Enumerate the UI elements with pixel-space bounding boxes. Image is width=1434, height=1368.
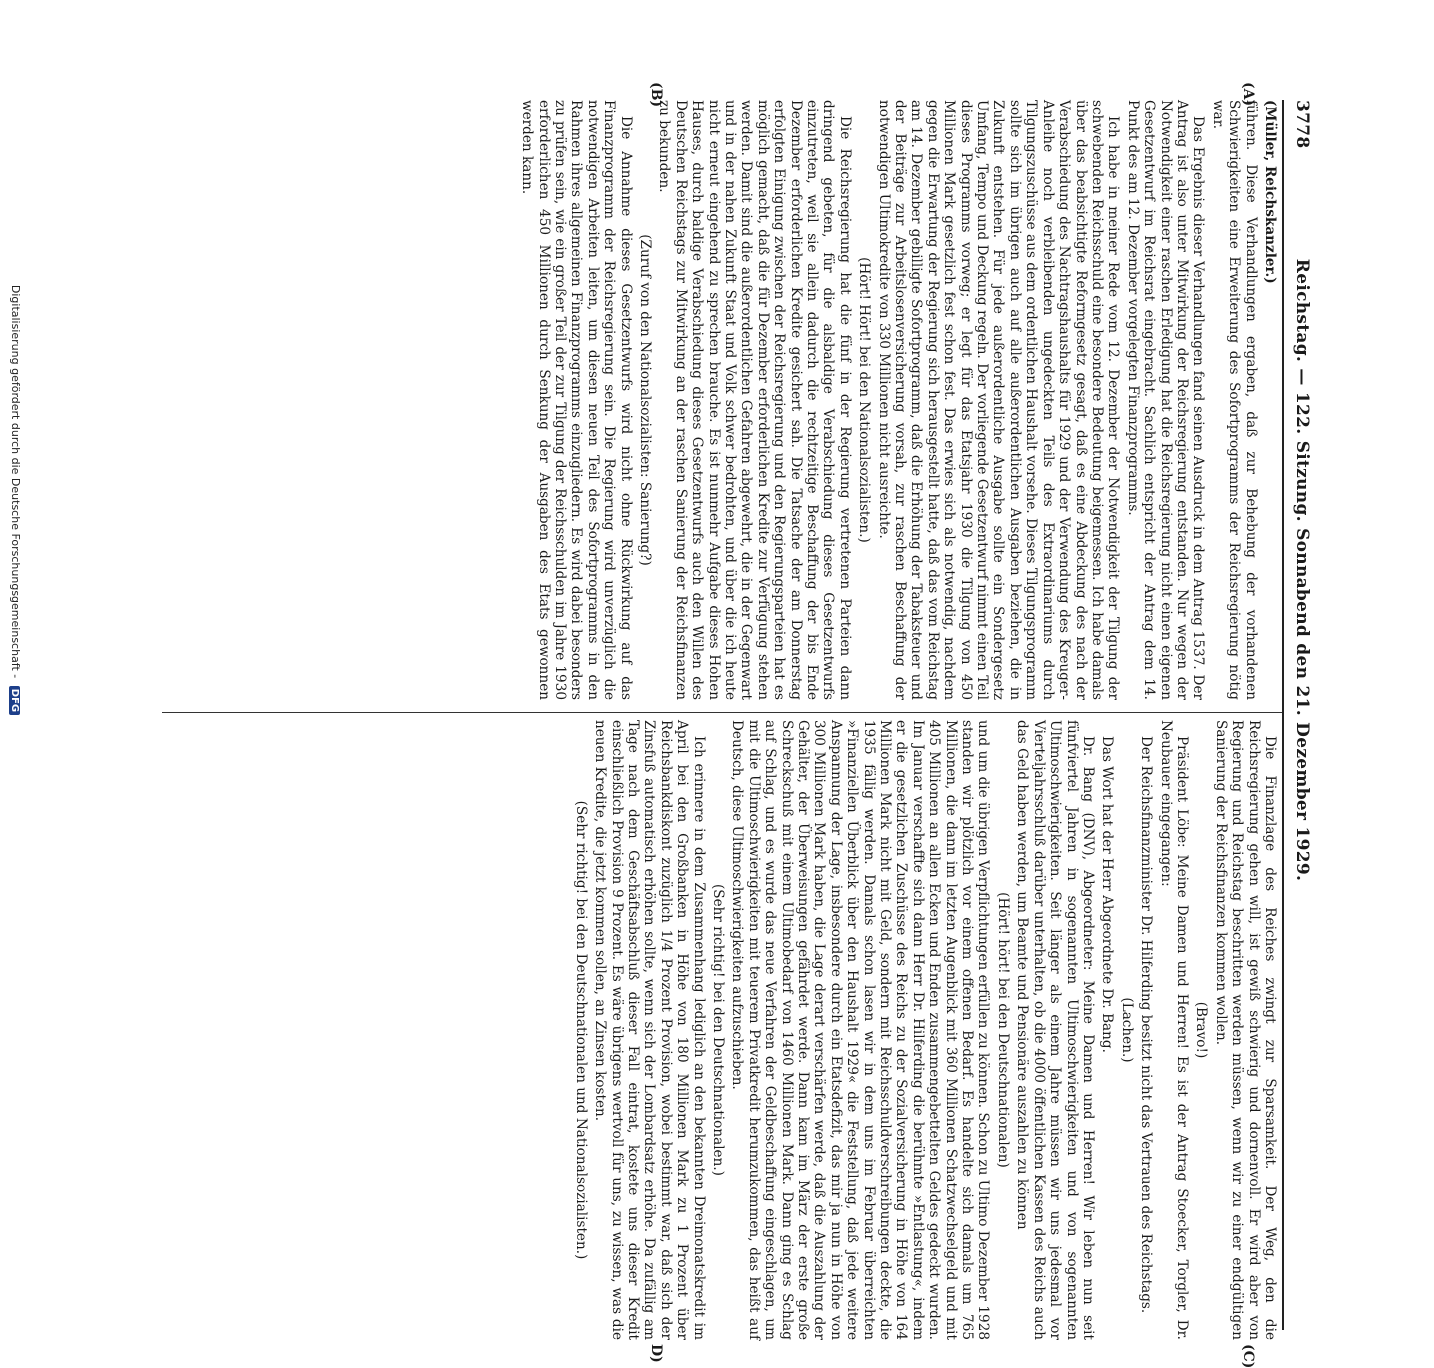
paragraph: Das Wort hat der Herr Abgeordnete Dr. Bang. xyxy=(1099,736,1116,1053)
paragraph: Präsident Löbe: Meine Damen und Herren! Es ist der Antrag Stoecker, Torgler, Dr. Neubauer eingegangen: xyxy=(1157,720,1190,1340)
margin-mark-d: D) xyxy=(648,1344,664,1363)
paragraph: Ich erinnere in dem Zusammenhang lediglich an den bekannten Dreimonatskredit im April bei den Großbanken in Höhe von 180 Millionen Mark zu 1 Prozent über Reichsbankdiskont zuzüglich 1/4 Prozent Provision, wobei bestimmt war, daß sich der Zinsfuß automatisch erhöhen sollte, wenn sich der Lombardsatz erhöhe. Da zufällig am Tage nach dem Geschäftsabschluß dieser Fall eintrat, kostete uns dieser Kredit einschließlich Provision 9 Prozent. Es wäre übrigens wertvoll für uns, zu wissen, was die neuen Kredite, die jetzt kommen sollen, an Zinsen kosten. xyxy=(592,720,707,1340)
margin-mark-a: (A) xyxy=(1240,82,1256,107)
paragraph: Dr. Bang (DNV), Abgeordneter: Meine Damen und Herren! Wir leben nun seit fünfviertel Jahren in sogenannten Ultimoschwierigkeiten und von sogenannten Ultimoschwierigkeiten. Seit länger als einem Jahre müssen wir uns jedesmal vor Vierteljahrsschluß darüber unterhalten, ob die 4000 öffentlichen Kassen des Reichs auch das Geld haben werden, um Beamte und Pensionäre auszahlen zu können xyxy=(1014,720,1096,1340)
running-title: Reichstag. — 122. Sitzung. Sonnabend den 21. Dezember 1929. xyxy=(1292,258,1312,882)
digitization-footer xyxy=(2,0,22,1000)
interjection: (Hört! hört! bei den Deutschnationalen) xyxy=(994,892,1011,1168)
paragraph: führen. Diese Verhandlungen ergaben, daß zur Behebung der vorhandenen Schwierigkeiten eine Erweiterung des Sofortprogramms der Reichsregierung nötig war. xyxy=(1209,100,1259,700)
column-divider xyxy=(162,712,1282,713)
dfg-logo: DFG xyxy=(9,686,20,715)
interjection: (Lachen.) xyxy=(1118,997,1135,1063)
interjection: (Hört! Hört! bei den Nationalsozialisten.) xyxy=(856,257,873,543)
left-column xyxy=(516,100,1278,700)
interjection: (Sehr richtig! bei den Deutschnationalen.) xyxy=(710,884,726,1176)
speaker-label: (Müller, Reichskanzler.) xyxy=(1262,100,1278,284)
paragraph: Die Annahme dieses Gesetzentwurfs wird nicht ohne Rückwirkung auf das Finanzprogramm der Reichsregierung sein. Die Regierung wird unverzüglich die notwendigen Arbeiten leiten, um diesen neuen Teil des Sofortprogramms in den Rahmen ihres allgemeinen Finanzprogramms einzugliedern. Es wird dabei besonders zu prüfen sein, wie ein großer Teil der zur Tilgung der Reichsschulden im Jahre 1930 erforderlichen 450 Millionen durch Senkung der Ausgaben des Etats gewonnen werden kann. xyxy=(519,100,634,700)
header-rule xyxy=(1282,100,1284,1330)
paragraph: Die Reichsregierung hat die fünf in der Regierung vertretenen Parteien dann dringend gebeten, für die alsbaldige Verabschiedung dieses Gesetzentwurfs einzutreten, weil sie allein dadurch die rechtzeitige Beschaffung der bis Ende Dezember erforderlichen Kredite gesichert sah. Die Tatsache der am Donnerstag erfolgten Einigung zwischen der Reichsregierung und den Regierungsparteien hat es möglich gemacht, daß die für Dezember erforderlichen Kredite zur Verfügung stehen werden. Damit sind die außerordentlichen Gefahren abgewehrt, die in der Gegenwart und in der nahen Zukunft Staat und Volk schwer bedrohten, und über die ich heute nicht erneut eingehend zu sprechen brauche. Es ist nunmehr Aufgabe dieses Hohen Hauses, durch baldige Verabschiedung dieses Gesetzentwurfs auch den Willen des Deutschen Reichstags zur Mitwirkung an der raschen Sanierung der Reichsfinanzen zu bekunden. xyxy=(656,100,853,700)
paragraph: Das Ergebnis dieser Verhandlungen fand seinen Ausdruck in dem Antrag 1537. Der Antrag ist also unter Mitwirkung der Reichsregierung entstanden. Nur wegen der Notwendigkeit einer raschen Erledigung hat die Reichsregierung nicht einen eigenen Gesetzentwurf im Reichsrat eingebracht. Sachlich entspricht der Antrag dem 14. Punkt des am 12. Dezember vorgelegten Finanzprogramms. xyxy=(1124,100,1207,700)
interjection: (Zuruf von den Nationalsozialisten: Sanierung?) xyxy=(636,234,653,566)
right-column xyxy=(569,720,1278,1340)
page-number: 3778 xyxy=(1292,100,1312,149)
interjection: (Bravo!) xyxy=(1193,1001,1210,1059)
paragraph: und um die übrigen Verpflichtungen erfüllen zu können. Schon zu Ultimo Dezember 1928 standen wir plötzlich vor einem offenen Bedarf. Es handelte sich damals um 765 Millionen, die dann im letzten Augenblick mit 360 Millionen Schatzwechselgeld und mit 405 Millionen an allen Ecken und Enden zusammengebettelten Geldes gedeckt wurden. Im Januar verschaffte sich dann Herr Dr. Hilferding die berühmte »Entlastung«, indem er die gesetzlichen Zuschüsse des Reichs zu der Sozialversicherung in Höhe von 164 Millionen Mark nicht mit Geld, sondern mit Reichsschuldverschreibungen deckte, die 1935 fällig werden. Damals schon lasen wir in dem uns im Februar überreichten »Finanziellen Überblick über den Haushalt 1929« die Feststellung, daß jede weitere Anspannung der Lage, insbesondere durch ein Etatsdefizit, das mir ja nun in Höhe von 300 Millionen Mark haben, die Lage derart verschärfen werde, daß die Auszahlung der Gehälter, der Überweisungen gefährdet werde. Dann kam im März der erste große Schreckschuß mit einem Ultimobedarf von 1460 Millionen Mark. Dann ging es Schlag auf Schlag, und es wurde das neue Verfahren der Geldbeschaffung eingeschlagen, um mit die Ultimoschwierigkeiten mit teuerem Privatkredit herumzukommen, das heißt auf Deutsch, diese Ultimoschwierigkeiten aufzuschieben. xyxy=(729,720,992,1340)
interjection: (Sehr richtig! bei den Deutschnationalen und Nationalsozialisten.) xyxy=(572,800,589,1260)
footer-text: Digitalisierung gefördert durch die Deutsche Forschungsgemeinschaft - xyxy=(9,284,22,679)
paragraph: Ich habe in meiner Rede vom 12. Dezember der Notwendigkeit der Tilgung der schwebenden Reichsschuld eine besondere Bedeutung beigemessen. Ich habe damals über das beabsichtigte Reformgesetz gesagt, daß es eine Abdeckung des nach der Verabschiedung des Nachtragshaushalts für 1929 und der Verwendung des Kreuger-Anleihe noch verbleibenden ungedeckten Teils des Extraordinariums durch Tilgungszuschüsse aus dem ordentlichen Haushalt vorsehe. Dieses Tilgungsprogramm sollte sich im übrigen auch auf alle außerordentlichen Ausgaben beziehen, die in Zukunft entstehen. Für jede außerordentliche Ausgabe sollte ein Sondergesetz Umfang, Tempo und Deckung regeln. Der vorliegende Gesetzentwurf nimmt einen Teil dieses Programms vorweg; er legt für das Etatsjahr 1930 die Tilgung von 450 Millionen Mark gesetzlich fest schon fest. Das erwies sich als notwendig, nachdem gegen die Erwartung der Regierung sich herausgestellt hatte, daß das vom Reichstag am 14. Dezember gebilligte Sofortprogramm, daß die Erhöhung der Tabaksteuer und der Beiträge zur Arbeitslosenversicherung vorsah, zur raschen Beschaffung der notwendigen Ultimokredite von 330 Millionen nicht ausreichte. xyxy=(875,100,1122,700)
margin-mark-b: (B) xyxy=(648,82,664,108)
margin-mark-c: (C) xyxy=(1240,1344,1256,1368)
page-header xyxy=(1288,100,1318,930)
paragraph: Der Reichsfinanzminister Dr. Hilferding besitzt nicht das Vertrauen des Reichstags. xyxy=(1138,736,1155,1314)
paragraph: Die Finanzlage des Reiches zwingt zur Sparsamkeit. Der Weg, den die Reichsregierung gehen will, ist gewiß schwierig und dornenvoll. Er wird aber von Regierung und Reichstag beschritten werden müssen, wenn wir zu einer endgültigen Sanierung der Reichsfinanzen kommen wollen. xyxy=(1212,720,1278,1340)
